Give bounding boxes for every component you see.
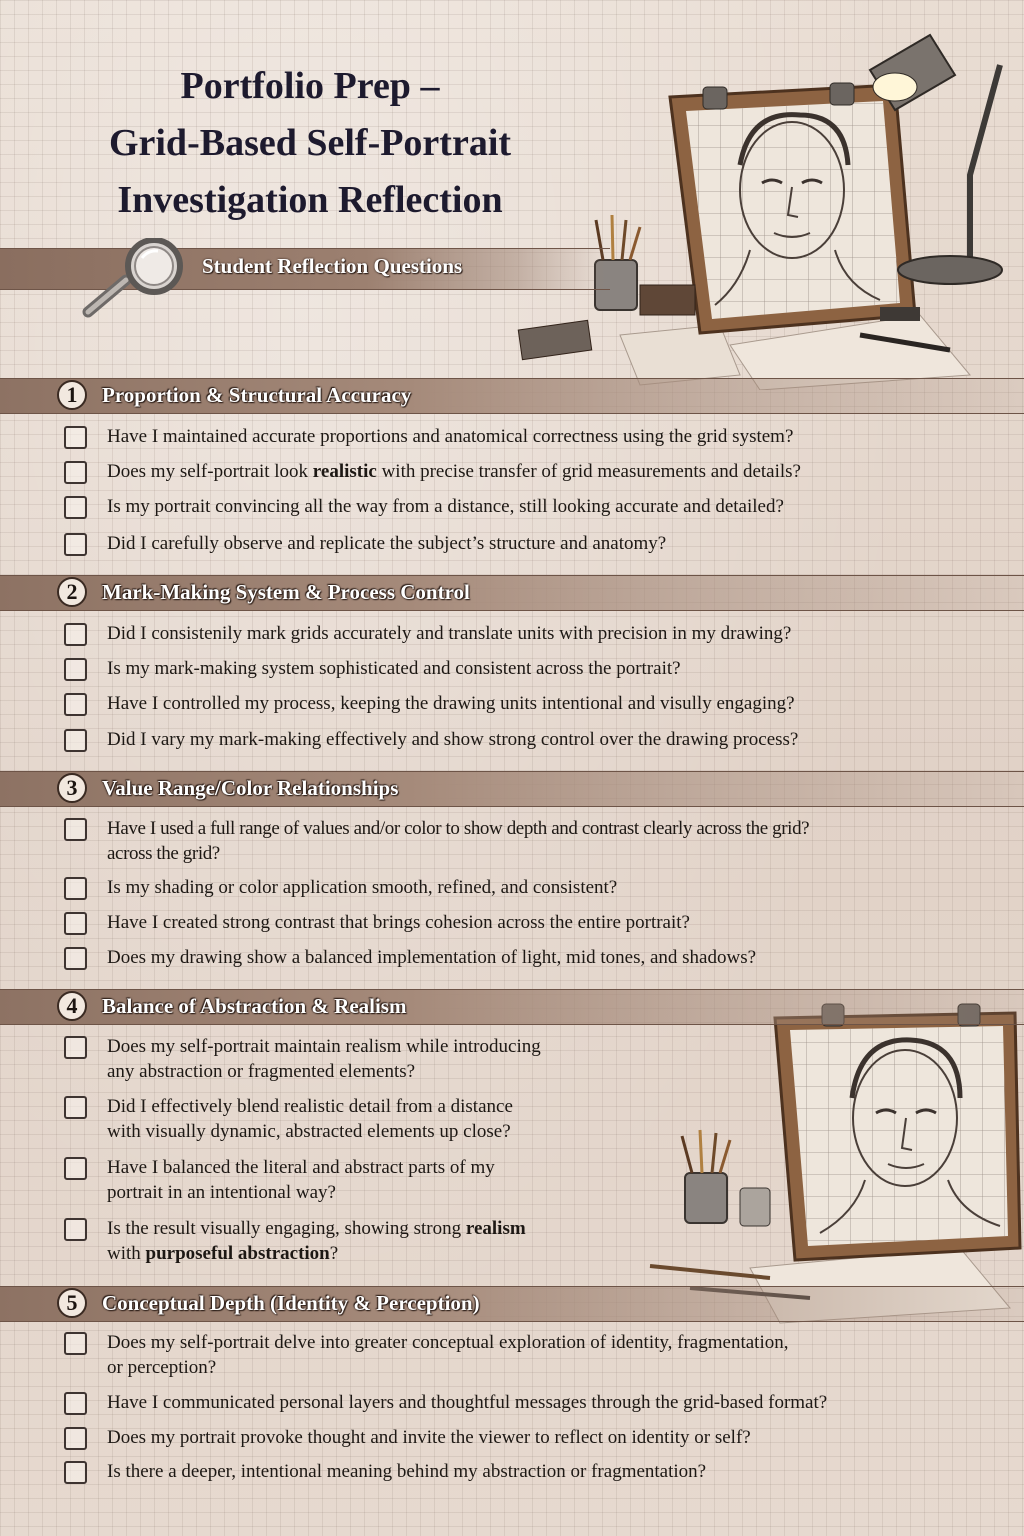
question-line-2: portrait in an intentional way? — [107, 1182, 336, 1203]
section-number: 5 — [57, 1288, 87, 1318]
checkbox-icon[interactable] — [64, 818, 87, 841]
checkbox-icon[interactable] — [64, 1332, 87, 1355]
question-text — [107, 1155, 495, 1205]
magnifying-glass-icon — [76, 238, 196, 322]
question-text: Did I carefully observe and replicate the subject’s structure and anatomy? — [107, 533, 667, 554]
checkbox-icon[interactable] — [64, 1036, 87, 1059]
checkbox-icon[interactable] — [64, 1157, 87, 1180]
checkbox-icon[interactable] — [64, 623, 87, 646]
question-text: Did I vary my mark-making effectively and show strong control over the drawing process? — [107, 729, 799, 750]
question-line-1: Have I used a full range of values and/or color to show depth and contrast clearly across the grid? — [107, 818, 810, 839]
checkbox-icon[interactable] — [64, 426, 87, 449]
section-number: 1 — [57, 380, 87, 410]
easel-illustration-bottom — [630, 998, 1024, 1328]
checkbox-icon[interactable] — [64, 1461, 87, 1484]
section-header — [0, 989, 1024, 1025]
section-number: 3 — [57, 773, 87, 803]
question-text — [107, 816, 809, 866]
checkbox-icon[interactable] — [64, 658, 87, 681]
checkbox-icon[interactable] — [64, 877, 87, 900]
section-title: Balance of Abstraction & Realism — [102, 994, 407, 1018]
question-text — [107, 1034, 541, 1084]
checkbox-icon[interactable] — [64, 947, 87, 970]
title-line-1: Portfolio Prep – — [180, 65, 440, 107]
question-text: Have I maintained accurate proportions and anatomical correctness using the grid system? — [107, 426, 794, 447]
question-line-1: Does my self-portrait delve into greater conceptual exploration of identity, fragmentation, — [107, 1332, 789, 1353]
question-line-1: Is the result visually engaging, showing strong realism — [107, 1218, 526, 1239]
question-line-1: Did I effectively blend realistic detail from a distance — [107, 1096, 513, 1117]
easel-illustration-top — [500, 15, 1024, 390]
subheading-text: Student Reflection Questions — [202, 254, 463, 278]
checkbox-icon[interactable] — [64, 533, 87, 556]
question-line-1: Does my self-portrait maintain realism while introducing — [107, 1036, 541, 1057]
section-number: 2 — [57, 577, 87, 607]
section-header — [0, 378, 1024, 414]
checkbox-icon[interactable] — [64, 1096, 87, 1119]
checkbox-icon[interactable] — [64, 1392, 87, 1415]
question-text: Have I created strong contrast that brings cohesion across the entire portrait? — [107, 912, 690, 933]
question-text: Does my portrait provoke thought and invite the viewer to reflect on identity or self? — [107, 1427, 751, 1448]
question-line-2: any abstraction or fragmented elements? — [107, 1061, 416, 1082]
title-line-3: Investigation Reflection — [117, 179, 503, 221]
section-title: Conceptual Depth (Identity & Perception) — [102, 1291, 480, 1315]
question-text: Is my shading or color application smooth, refined, and consistent? — [107, 877, 618, 898]
question-line-2: across the grid? — [107, 843, 220, 864]
question-text: Is my mark-making system sophisticated and consistent across the portrait? — [107, 658, 681, 679]
checkbox-icon[interactable] — [64, 1218, 87, 1241]
checkbox-icon[interactable] — [64, 912, 87, 935]
checkbox-icon[interactable] — [64, 729, 87, 752]
question-text — [107, 1216, 526, 1266]
question-text: Is my portrait convincing all the way from a distance, still looking accurate and detailed? — [107, 496, 784, 517]
question-text: Is there a deeper, intentional meaning behind my abstraction or fragmentation? — [107, 1461, 707, 1482]
section-title: Mark-Making System & Process Control — [102, 580, 470, 604]
section-title: Proportion & Structural Accuracy — [102, 383, 412, 407]
question-line-1: Have I balanced the literal and abstract parts of my — [107, 1157, 495, 1178]
checkbox-icon[interactable] — [64, 1427, 87, 1450]
checkbox-icon[interactable] — [64, 461, 87, 484]
question-text: Have I communicated personal layers and thoughtful messages through the grid-based format? — [107, 1392, 828, 1413]
page-title — [40, 58, 580, 229]
question-text: Does my self-portrait look realistic with precise transfer of grid measurements and details? — [107, 461, 801, 482]
question-text — [107, 1094, 513, 1144]
checkbox-icon[interactable] — [64, 496, 87, 519]
question-text: Does my drawing show a balanced implementation of light, mid tones, and shadows? — [107, 947, 757, 968]
question-text — [107, 1330, 788, 1380]
section-header — [0, 1286, 1024, 1322]
section-title: Value Range/Color Relationships — [102, 776, 399, 800]
section-header — [0, 771, 1024, 807]
question-line-2: or perception? — [107, 1357, 217, 1378]
question-line-2: with visually dynamic, abstracted elements up close? — [107, 1121, 511, 1142]
question-text: Have I controlled my process, keeping the drawing units intentional and visully engaging? — [107, 693, 795, 714]
checkbox-icon[interactable] — [64, 693, 87, 716]
question-line-2: with purposeful abstraction? — [107, 1243, 339, 1264]
section-header — [0, 575, 1024, 611]
title-line-2: Grid-Based Self-Portrait — [108, 122, 512, 164]
section-number: 4 — [57, 991, 87, 1021]
question-text: Did I consistenily mark grids accurately and translate units with precision in my drawing? — [107, 623, 792, 644]
